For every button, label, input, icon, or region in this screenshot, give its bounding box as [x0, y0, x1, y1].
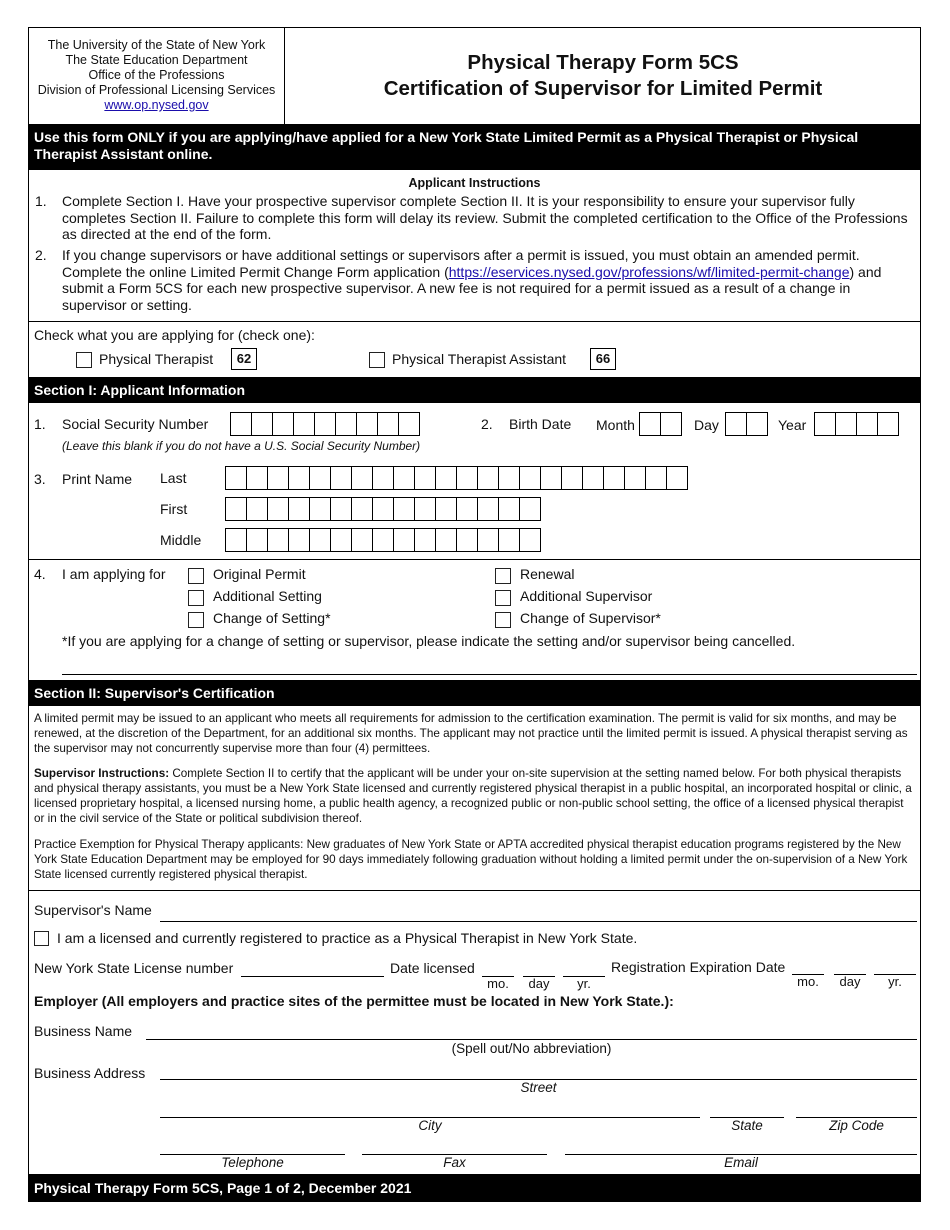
pt-code: 62: [231, 348, 257, 370]
business-name-input[interactable]: [146, 1039, 917, 1040]
org-website-link[interactable]: www.op.nysed.gov: [104, 98, 209, 112]
instruction-number: 1.: [35, 193, 47, 209]
ssn-note: (Leave this blank if you do not have a U.S. Social Security Number): [62, 439, 421, 453]
pt-checkbox[interactable]: [76, 352, 92, 368]
fax-caption: Fax: [443, 1155, 466, 1170]
form-title-line2: Certification of Supervisor for Limited Permit: [383, 77, 823, 100]
first-name-label: First: [160, 501, 188, 517]
org-line: Office of the Professions: [88, 68, 225, 82]
licensed-checkbox[interactable]: [34, 931, 49, 946]
cancelled-setting-input[interactable]: [62, 674, 917, 675]
change-setting-label: Change of Setting*: [213, 610, 331, 626]
expiration-day-caption: day: [839, 974, 861, 989]
registration-expiration-label: Registration Expiration Date: [611, 959, 786, 975]
ssn-input[interactable]: [230, 412, 420, 436]
state-caption: State: [731, 1118, 763, 1133]
licensed-month-caption: mo.: [487, 976, 509, 991]
instruction-item-1: Complete Section I. Have your prospective supervisor complete Section II. It is your responsibility to ensure your supervisor fully completes Section II. Failure to complete this form will delay its review. Submit the completed certification to the Office of the Professions as directed at the end of the form.: [62, 193, 908, 242]
first-name-input[interactable]: [225, 497, 541, 521]
license-number-input[interactable]: [241, 976, 384, 977]
expiration-month-caption: mo.: [797, 974, 819, 989]
middle-name-input[interactable]: [225, 528, 541, 552]
original-permit-checkbox[interactable]: [188, 568, 204, 584]
instruction-number: 2.: [35, 247, 47, 263]
additional-supervisor-checkbox[interactable]: [495, 590, 511, 606]
year-label: Year: [778, 417, 807, 433]
form-title-line1: Physical Therapy Form 5CS: [467, 51, 739, 74]
supervisor-name-label: Supervisor's Name: [34, 902, 152, 918]
birth-date-label: Birth Date: [509, 416, 572, 432]
email-caption: Email: [724, 1155, 758, 1170]
license-number-label: New York State License number: [34, 960, 234, 976]
agency-header: [29, 28, 285, 124]
last-name-label: Last: [160, 470, 187, 486]
licensed-statement: I am a licensed and currently registered to practice as a Physical Therapist in New York State.: [57, 930, 638, 946]
divider: [29, 890, 920, 891]
city-caption: City: [418, 1118, 442, 1133]
day-label: Day: [694, 417, 719, 433]
divider: [29, 321, 920, 322]
additional-setting-checkbox[interactable]: [188, 590, 204, 606]
section-1-title: Section I: Applicant Information: [29, 377, 920, 403]
ssn-label: Social Security Number: [62, 416, 209, 432]
licensed-year-caption: yr.: [577, 976, 591, 991]
supervisor-instructions: Supervisor Instructions: Complete Section II to certify that the applicant will be under your on-site supervision at the setting named below. For both physical therapists and physical therapy assistants, you must be a New York State licensed and currently registered physical therapist in a public hospital, an incorporated hospital or clinic, a licensed proprietary hospital, a licensed nursing home, a public health agency, a recognized public or non-public school setting, the office of a licensed physical therapist or in the civil service of the State or political subdivision thereof.: [34, 767, 912, 825]
field-number: 2.: [481, 416, 493, 432]
usage-notice: Use this form ONLY if you are applying/have applied for a New York State Limited Permit as a Physical Therapist or Physical Therapist Assistant online.: [29, 124, 920, 170]
check-prompt: Check what you are applying for (check one):: [34, 327, 315, 343]
business-name-label: Business Name: [34, 1023, 133, 1039]
licensed-day-caption: day: [528, 976, 550, 991]
change-supervisor-label: Change of Supervisor*: [520, 610, 661, 626]
expiration-year-caption: yr.: [888, 974, 902, 989]
last-name-input[interactable]: [225, 466, 688, 490]
renewal-checkbox[interactable]: [495, 568, 511, 584]
zip-caption: Zip Code: [829, 1118, 884, 1133]
business-name-caption: (Spell out/No abbreviation): [451, 1041, 612, 1056]
applying-for-label: I am applying for: [62, 566, 166, 582]
org-line: The State Education Department: [65, 53, 248, 67]
org-line: The University of the State of New York: [47, 38, 266, 52]
section-2-title: Section II: Supervisor's Certification: [29, 680, 920, 706]
practice-exemption: Practice Exemption for Physical Therapy applicants: New graduates of New York State or APTA accredited physical therapist education programs registered by the New York State Education Department may be employed for 90 days immediately following graduation without holding a limited permit under the on-supervision of a New York State licensed currently registered physical therapist.: [34, 838, 908, 881]
instructions-heading: Applicant Instructions: [408, 176, 541, 190]
birth-day-input[interactable]: [725, 412, 768, 436]
pta-label: Physical Therapist Assistant: [392, 351, 567, 367]
form-title: [285, 28, 921, 124]
middle-name-label: Middle: [160, 532, 202, 548]
org-line: Division of Professional Licensing Services: [37, 83, 276, 97]
employer-heading: Employer (All employers and practice sites of the permittee must be located in New York State.):: [34, 993, 674, 1009]
birth-year-input[interactable]: [814, 412, 899, 436]
page-footer: Physical Therapy Form 5CS, Page 1 of 2, December 2021: [29, 1174, 920, 1202]
change-form-link[interactable]: https://eservices.nysed.gov/professions/wf/limited-permit-change: [448, 263, 850, 280]
telephone-caption: Telephone: [221, 1155, 284, 1170]
field-number: 3.: [34, 471, 46, 487]
date-licensed-label: Date licensed: [390, 960, 475, 976]
additional-setting-label: Additional Setting: [213, 588, 322, 604]
pta-code: 66: [590, 348, 616, 370]
field-number: 4.: [34, 566, 46, 582]
additional-supervisor-label: Additional Supervisor: [520, 588, 653, 604]
renewal-label: Renewal: [520, 566, 575, 582]
form-page: [28, 27, 921, 1202]
pta-checkbox[interactable]: [369, 352, 385, 368]
month-label: Month: [596, 417, 635, 433]
change-supervisor-checkbox[interactable]: [495, 612, 511, 628]
divider: [29, 559, 920, 560]
instruction-item-2: If you change supervisors or have additional settings or supervisors after a permit is issued, you must obtain an amended permit. Complete the online Limited Permit Change Form application (https://eservices.nysed.gov/professions/wf/limited-permit-change) and submit a Form 5CS for each new prospective supervisor. A new fee is not required for a permit issued as a result of a change in supervisor or setting.: [62, 247, 882, 313]
business-address-label: Business Address: [34, 1065, 146, 1081]
supervisor-name-input[interactable]: [160, 921, 917, 922]
change-setting-checkbox[interactable]: [188, 612, 204, 628]
original-permit-label: Original Permit: [213, 566, 306, 582]
field-number: 1.: [34, 416, 46, 432]
change-note: *If you are applying for a change of setting or supervisor, please indicate the setting and/or supervisor being cancelled.: [62, 633, 796, 649]
print-name-label: Print Name: [62, 471, 133, 487]
birth-month-input[interactable]: [639, 412, 682, 436]
street-caption: Street: [520, 1080, 557, 1095]
permit-description: A limited permit may be issued to an applicant who meets all requirements for admission to the certification examination. The permit is valid for six months, and may be renewed, at the discretion of the Department, for an additional six months. The applicant may not practice until the limited permit is issued. A physical therapist serving as the supervisor may not concurrently supervise more than four (4) permittees.: [34, 712, 908, 755]
pt-label: Physical Therapist: [99, 351, 214, 367]
